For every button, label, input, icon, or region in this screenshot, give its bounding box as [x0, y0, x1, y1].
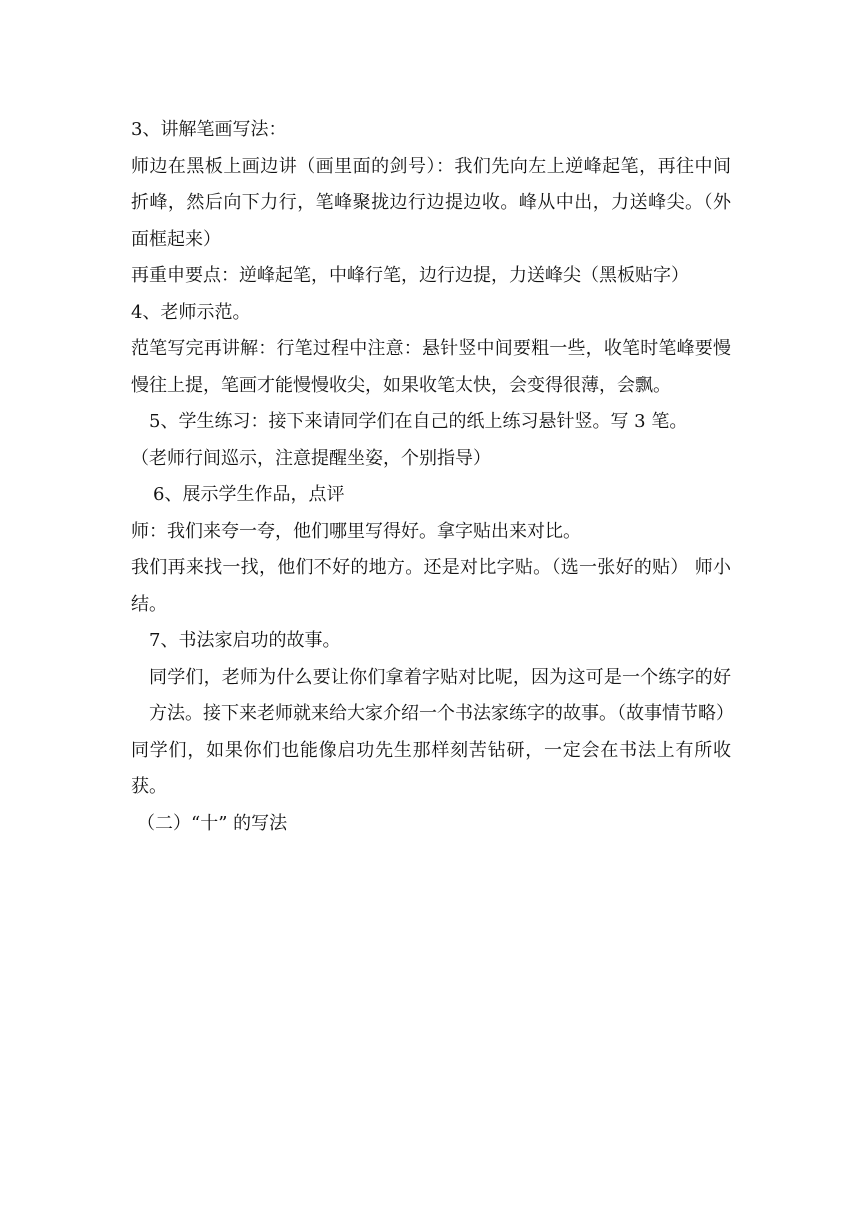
- paragraph-patrol-note: （老师行间巡示，注意提醒坐姿，个别指导）: [131, 447, 491, 469]
- paragraph-teacher-explains: 师边在黑板上画边讲（画里面的剑号）：我们先向左上逆峰起笔，再往中间折峰，然后向下力行，笔峰聚拢边行边提边收。峰从中出，力送峰尖。（外面框起来）: [131, 155, 731, 250]
- paragraph-story-conclusion: 同学们，如果你们也能像启功先生那样刻苦钻研，一定会在书法上有所收获。: [131, 739, 731, 797]
- heading-step-4: 4、老师示范。: [131, 301, 251, 323]
- paragraph-key-points: 再重申要点：逆峰起笔，中峰行笔，边行边提，力送峰尖（黑板贴字）: [131, 265, 689, 286]
- document-body: [131, 112, 734, 842]
- heading-section-two: （二）“十” 的写法: [137, 812, 288, 834]
- heading-step-5: 5、学生练习：接下来请同学们在自己的纸上练习悬针竖。写 3 笔。: [149, 411, 688, 432]
- heading-step-6: 6、展示学生作品，点评: [153, 484, 345, 505]
- heading-step-7: 7、书法家启功的故事。: [149, 630, 341, 651]
- paragraph-find-faults: 我们再来找一找，他们不好的地方。还是对比字贴。（选一张好的贴） 师小结。: [131, 557, 731, 615]
- paragraph-story-intro: 同学们，老师为什么要让你们拿着字贴对比呢，因为这可是一个练字的好方法。接下来老师就来给大家介绍一个书法家练字的故事。（故事情节略）: [149, 666, 734, 724]
- paragraph-demonstration: 范笔写完再讲解：行笔过程中注意：悬针竖中间要粗一些，收笔时笔峰要慢慢往上提，笔画才能慢慢收尖，如果收笔太快，会变得很薄，会飘。: [131, 338, 731, 396]
- heading-step-3: 3、讲解笔画写法：: [131, 119, 287, 140]
- paragraph-praise: 师：我们来夸一夸，他们哪里写得好。拿字贴出来对比。: [131, 520, 581, 542]
